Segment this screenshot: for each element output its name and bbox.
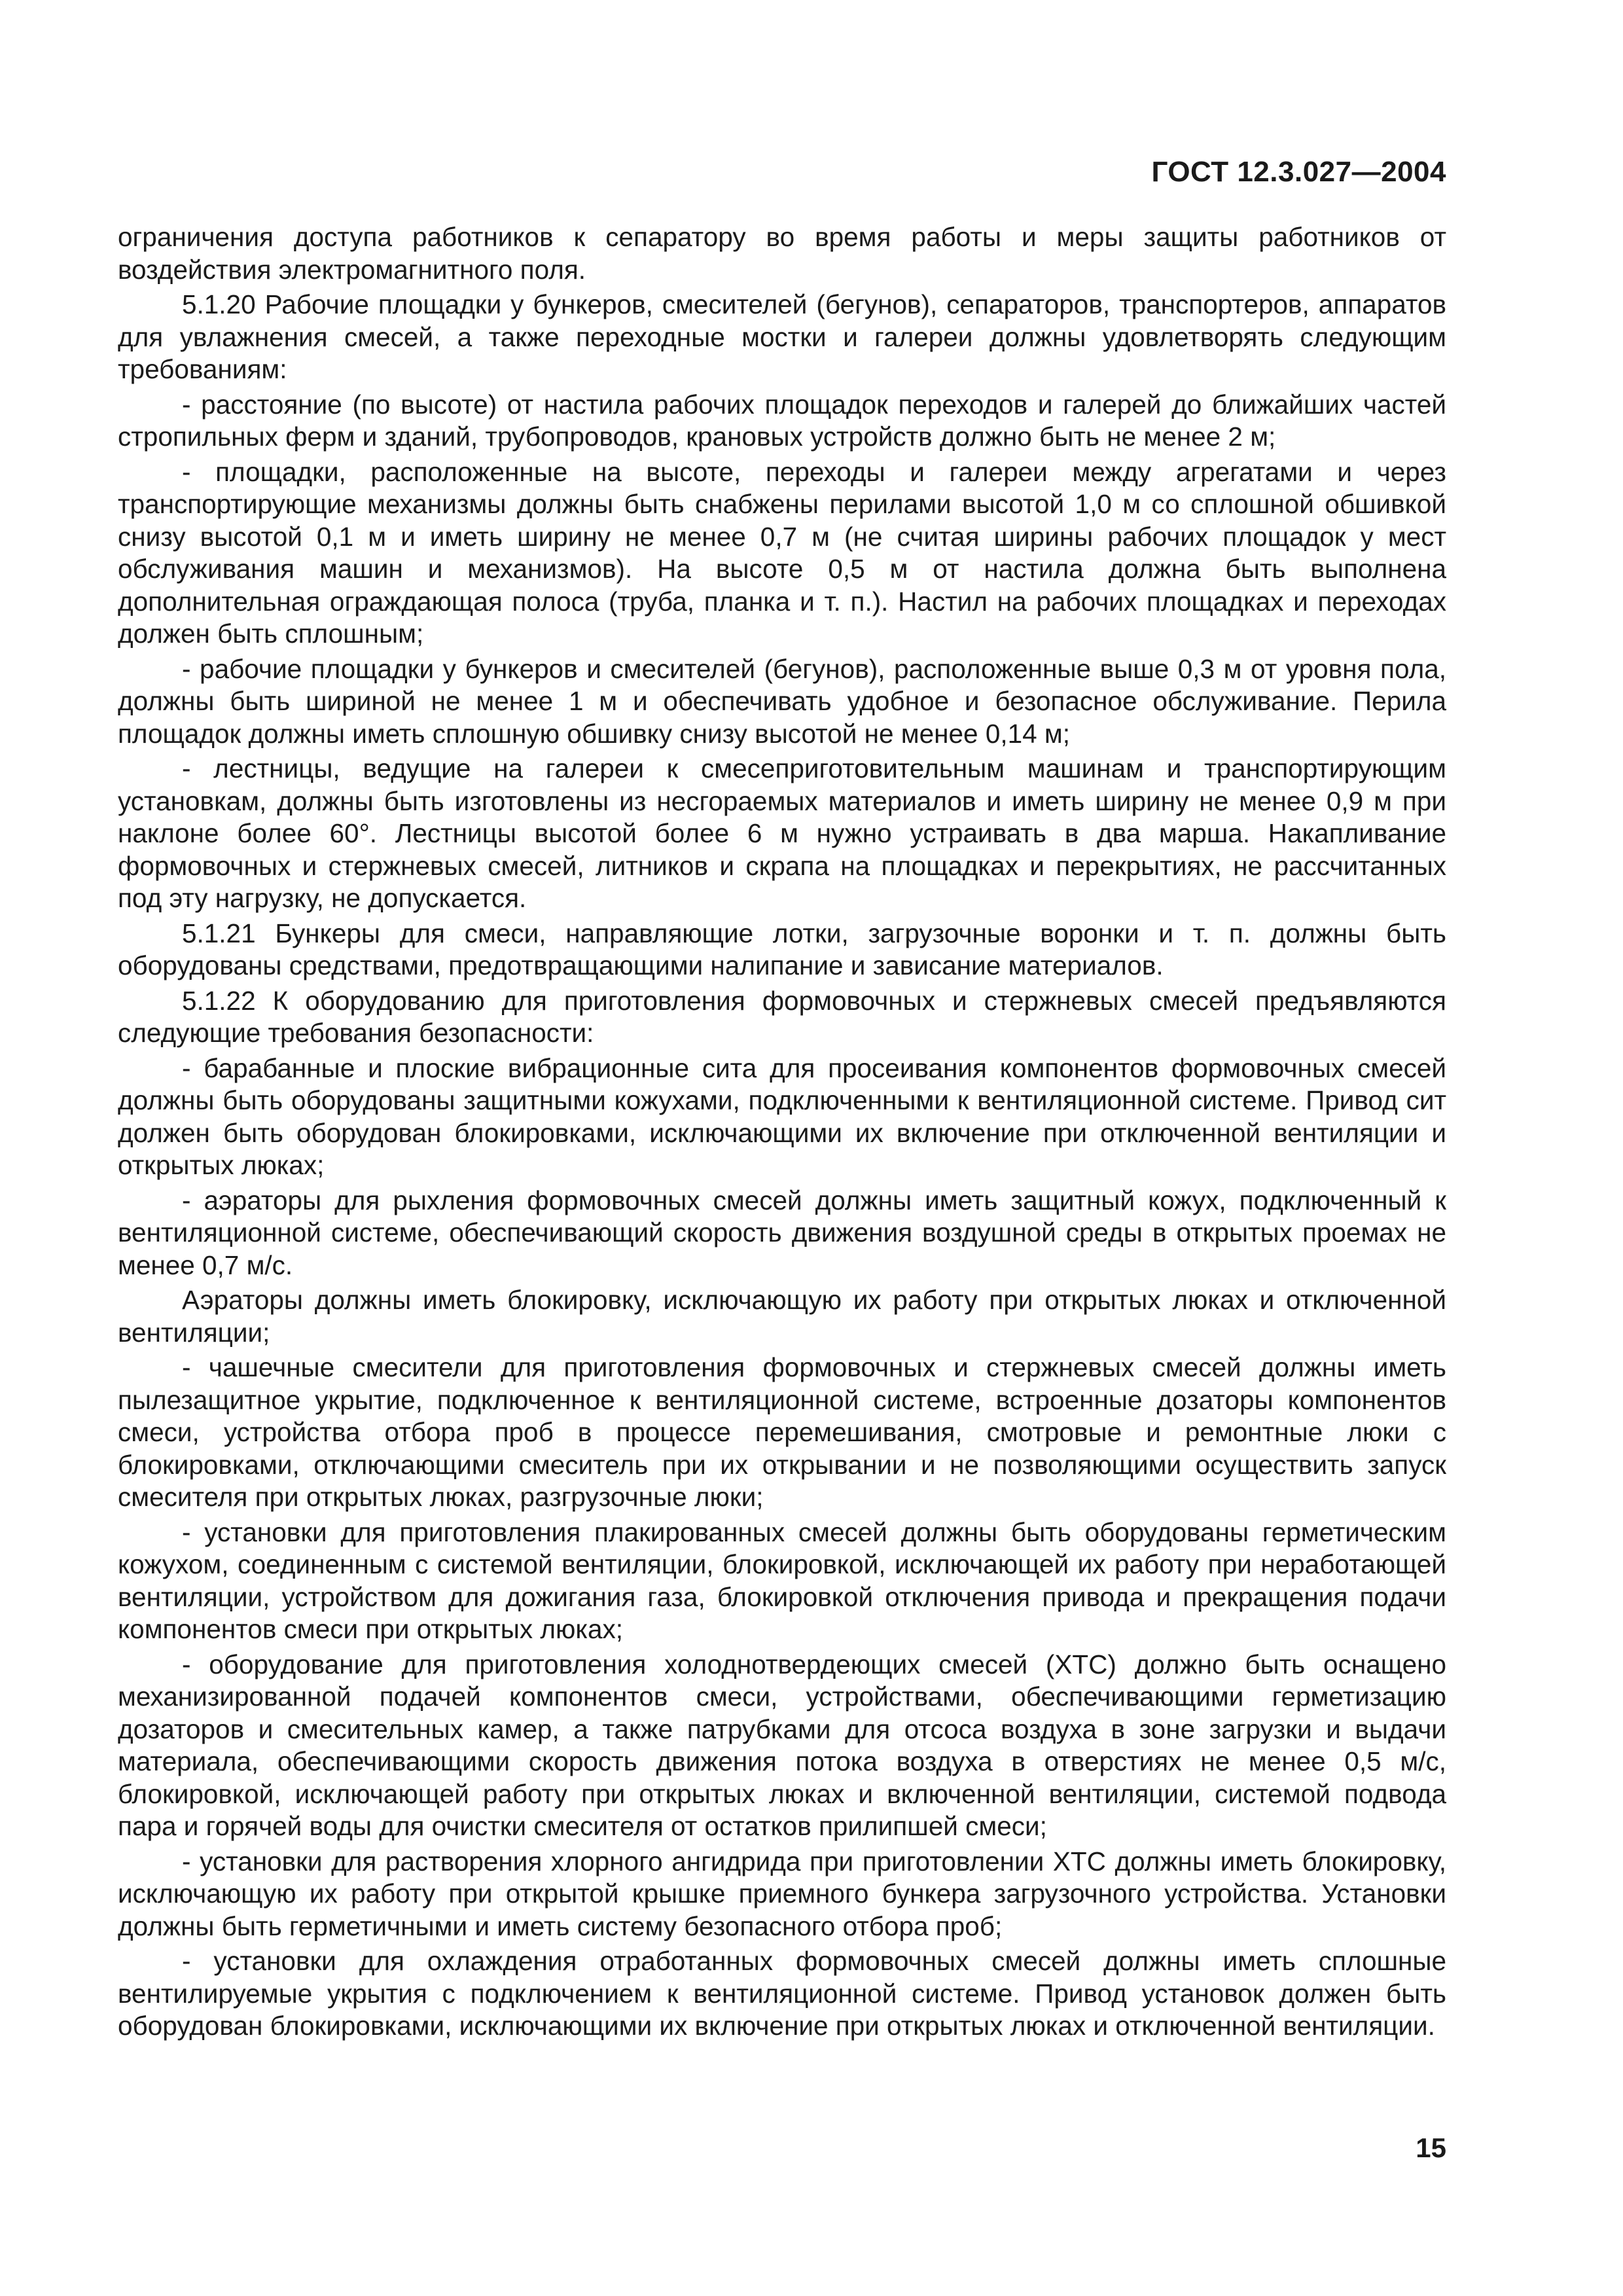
list-item: - рабочие площадки у бункеров и смесителей (бегунов), расположенные выше 0,3 м от уровня пола, должны быть шириной не менее 1 м и обеспечивать удобное и безопасное обслуживание. Перила площадок должны иметь сплошную обшивку снизу высотой не менее 0,14 м; (118, 653, 1446, 749)
list-item: - лестницы, ведущие на галереи к смесеприготовительным машинам и транспортирующим установкам, должны быть изготовлены из несгораемых материалов и иметь ширину не менее 0,9 м при наклоне более 60°. Лестницы высотой более 6 м нужно устраивать в два марша. Накапливание формовочных и стержневых смесей, литников и скрапа на площадках и перекрытиях, не рассчитанных под эту нагрузку, не допускается. (118, 753, 1446, 913)
list-item: - расстояние (по высоте) от настила рабочих площадок переходов и галерей до ближайших частей стропильных ферм и зданий, трубопроводов, крановых устройств должно быть не менее 2 м; (118, 389, 1446, 452)
list-item: - установки для охлаждения отработанных формовочных смесей должны иметь сплошные вентилируемые укрытия с подключением к вентиляционной системе. Привод установок должен быть оборудован блокировками, исключающими их включение при открытых люках и отключенной вентиляции. (118, 1946, 1446, 2041)
paragraph-clause-5-1-22: 5.1.22 К оборудованию для приготовления формовочных и стержневых смесей предъявляются следующие требования безопасности: (118, 985, 1446, 1048)
paragraph-clause-5-1-20: 5.1.20 Рабочие площадки у бункеров, смесителей (бегунов), сепараторов, транспортеров, аппаратов для увлажнения смесей, а также переходные мостки и галереи должны удовлетворять следующим требованиям: (118, 289, 1446, 384)
paragraph: ограничения доступа работников к сепаратору во время работы и меры защиты работников от воздействия электромагнитного поля. (118, 222, 1446, 285)
list-item: - аэраторы для рыхления формовочных смесей должны иметь защитный кожух, подключенный к вентиляционной системе, обеспечивающий скорость движения воздушной среды в открытых проемах не менее 0,7 м/с. (118, 1185, 1446, 1280)
body-text (118, 221, 1446, 2045)
list-item: - оборудование для приготовления холоднотвердеющих смесей (ХТС) должно быть оснащено механизированной подачей компонентов смеси, устройствами, обеспечивающими герметизацию дозаторов и смесительных камер, а также патрубками для отсоса воздуха в зоне загрузки и выдачи материала, обеспечивающими скорость движения потока воздуха в отверстиях не менее 0,5 м/с, блокировкой, исключающей работу при открытых люках и включенной вентиляции, системой подвода пара и горячей воды для очистки смесителя от остатков прилипшей смеси; (118, 1649, 1446, 1841)
standard-code-header: ГОСТ 12.3.027—2004 (1151, 156, 1446, 188)
paragraph-clause-5-1-21: 5.1.21 Бункеры для смеси, направляющие лотки, загрузочные воронки и т. п. должны быть оборудованы средствами, предотвращающими налипание и зависание материалов. (118, 918, 1446, 980)
list-item: - чашечные смесители для приготовления формовочных и стержневых смесей должны иметь пылезащитное укрытие, подключенное к вентиляционной системе, встроенные дозаторы компонентов смеси, устройства отбора проб в процессе перемешивания, смотровые и ремонтные люки с блокировками, отключающими смеситель при их открывании и не позволяющими осуществить запуск смесителя при открытых люках, разгрузочные люки; (118, 1352, 1446, 1512)
list-item: - установки для растворения хлорного ангидрида при приготовлении ХТС должны иметь блокировку, исключающую их работу при открытой крышке приемного бункера загрузочного устройства. Установки должны быть герметичными и иметь систему безопасного отбора проб; (118, 1846, 1446, 1941)
paragraph: Аэраторы должны иметь блокировку, исключающую их работу при открытых люках и отключенной вентиляции; (118, 1285, 1446, 1348)
list-item: - площадки, расположенные на высоте, переходы и галереи между агрегатами и через транспортирующие механизмы должны быть снабжены перилами высотой 1,0 м со сплошной обшивкой снизу высотой 0,1 м и иметь ширину не менее 0,7 м (не считая ширины рабочих площадок у мест обслуживания машин и механизмов). На высоте 0,5 м от настила должна быть выполнена дополнительная ограждающая полоса (труба, планка и т. п.). Настил на рабочих площадках и переходах должен быть сплошным; (118, 456, 1446, 649)
list-item: - барабанные и плоские вибрационные сита для просеивания компонентов формовочных смесей должны быть оборудованы защитными кожухами, подключенными к вентиляционной системе. Привод сит должен быть оборудован блокировками, исключающими их включение при отключенной вентиляции и открытых люках; (118, 1052, 1446, 1180)
list-item: - установки для приготовления плакированных смесей должны быть оборудованы герметическим кожухом, соединенным с системой вентиляции, блокировкой, исключающей их работу при неработающей вентиляции, устройством для дожигания газа, блокировкой отключения привода и прекращения подачи компонентов смеси при открытых люках; (118, 1516, 1446, 1644)
page-number: 15 (1416, 2132, 1446, 2163)
